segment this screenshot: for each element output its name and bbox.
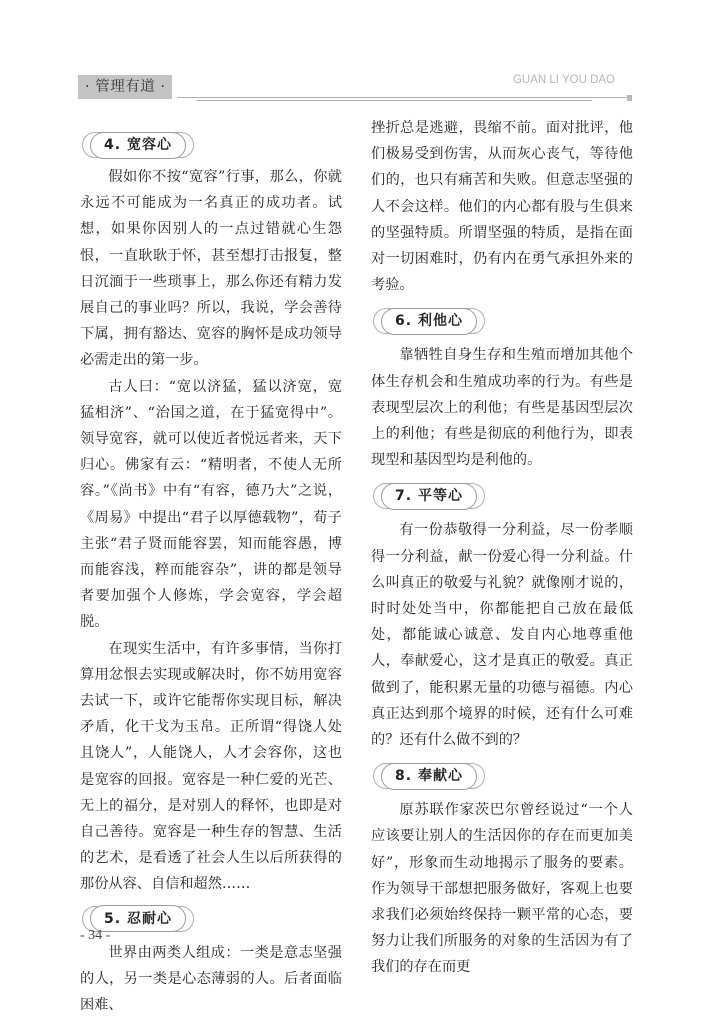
paragraph: 靠牺牲自身生存和生殖而增加其他个体生存机会和生殖成功率的行为。有些是表现型层次上的利他；有些是基因型层次上的利他；有些是彻底的利他行为，即表现型和基因型均是利他的。 <box>371 347 633 469</box>
paragraph: 世界由两类人组成：一类是意志坚强的人，另一类是心态薄弱的人。后者面临困难、 <box>80 944 342 1014</box>
section-badge-7 <box>373 483 485 509</box>
paragraph: 假如你不按“宽容”行事，那么，你就永远不可能成为一名真正的成功者。试想，如果你因别人的一点过错就心生怨恨，一直耿耿于怀，甚至想打击报复，整日沉湎于一些琐事上，那么你还有精力发展自己的事业吗？所以，我说，学会善待下属，拥有豁达、宽容的胸怀是成功领导必需走出的第一步。 <box>80 169 342 369</box>
section-badge-6 <box>373 308 485 334</box>
section-title: 4. 宽容心 <box>90 132 186 159</box>
header-rule-top <box>177 97 632 98</box>
paragraph: 有一份恭敬得一分利益，尽一份孝顺得一分利益，献一份爱心得一分利益。什么叫真正的敬爱与礼貌？就像刚才说的，时时处处当中，你都能把自己放在最低处，都能诚心诚意、发自内心地尊重他人，奉献爱心，这才是真正的敬爱。真正做到了，能积累无量的功德与福德。内心真正达到那个境界的时候，还有什么可难的？还有什么做不到的？ <box>371 522 633 749</box>
section-badge-4 <box>82 132 194 158</box>
section-title: 6. 利他心 <box>381 308 477 335</box>
section-title: 7. 平等心 <box>381 483 477 510</box>
right-column <box>371 115 633 981</box>
section-badge-8 <box>373 763 485 789</box>
paragraph: 原苏联作家茨巴尔曾经说过“一个人应该要让别人的生活因你的存在而更加美好”，形象而生动地揭示了服务的要素。作为领导干部想把服务做好，客观上也要求我们必须始终保持一颗平常的心态，要努力让我们所服务的对象的生活因为有了我们的存在而更 <box>371 802 633 976</box>
section-tag: · 管理有道 · <box>78 75 172 99</box>
header-square-ornament <box>627 95 632 101</box>
paragraph: 古人曰：“宽以济猛，猛以济宽，宽猛相济”、“治国之道，在于猛宽得中”。领导宽容，就可以使近者悦远者来，天下归心。佛家有云：“精明者，不使人无所容。”《尚书》中有“有容，德乃大”之说，《周易》中提出“君子以厚德载物”，荀子主张“君子贤而能容罢，知而能容愚，博而能容浅，粹而能容杂”，讲的都是领导者要加强个人修炼，学会宽容，学会超脱。 <box>80 378 342 631</box>
page-number: - 34 - <box>80 928 111 943</box>
section-title: 5. 忍耐心 <box>90 905 186 932</box>
paragraph: 在现实生活中，有许多事情，当你打算用忿恨去实现或解决时，你不妨用宽容去试一下，或许它能帮你实现目标，解决矛盾，化干戈为玉帛。正所谓“得饶人处且饶人”，人能饶人，人才会容你，这也是宽容的回报。宽容是一种仁爱的光芒、无上的福分，是对别人的释怀，也即是对自己善待。宽容是一种生存的智慧、生活的艺术，是看透了社会人生以后所获得的那份从容、自信和超然…… <box>80 640 342 893</box>
left-column <box>80 128 342 1018</box>
section-title: 8. 奉献心 <box>381 763 477 790</box>
paragraph: 挫折总是逃避，畏缩不前。面对批评，他们极易受到伤害，从而灰心丧气，等待他们的，也只有痛苦和失败。但意志坚强的人不会这样。他们的内心都有股与生俱来的坚强特质。所谓坚强的特质，是指在面对一切困难时，仍有内在勇气承担外来的考验。 <box>371 120 633 294</box>
header-rule-bottom <box>197 100 592 101</box>
section-english-title: GUAN LI YOU DAO <box>512 74 615 86</box>
